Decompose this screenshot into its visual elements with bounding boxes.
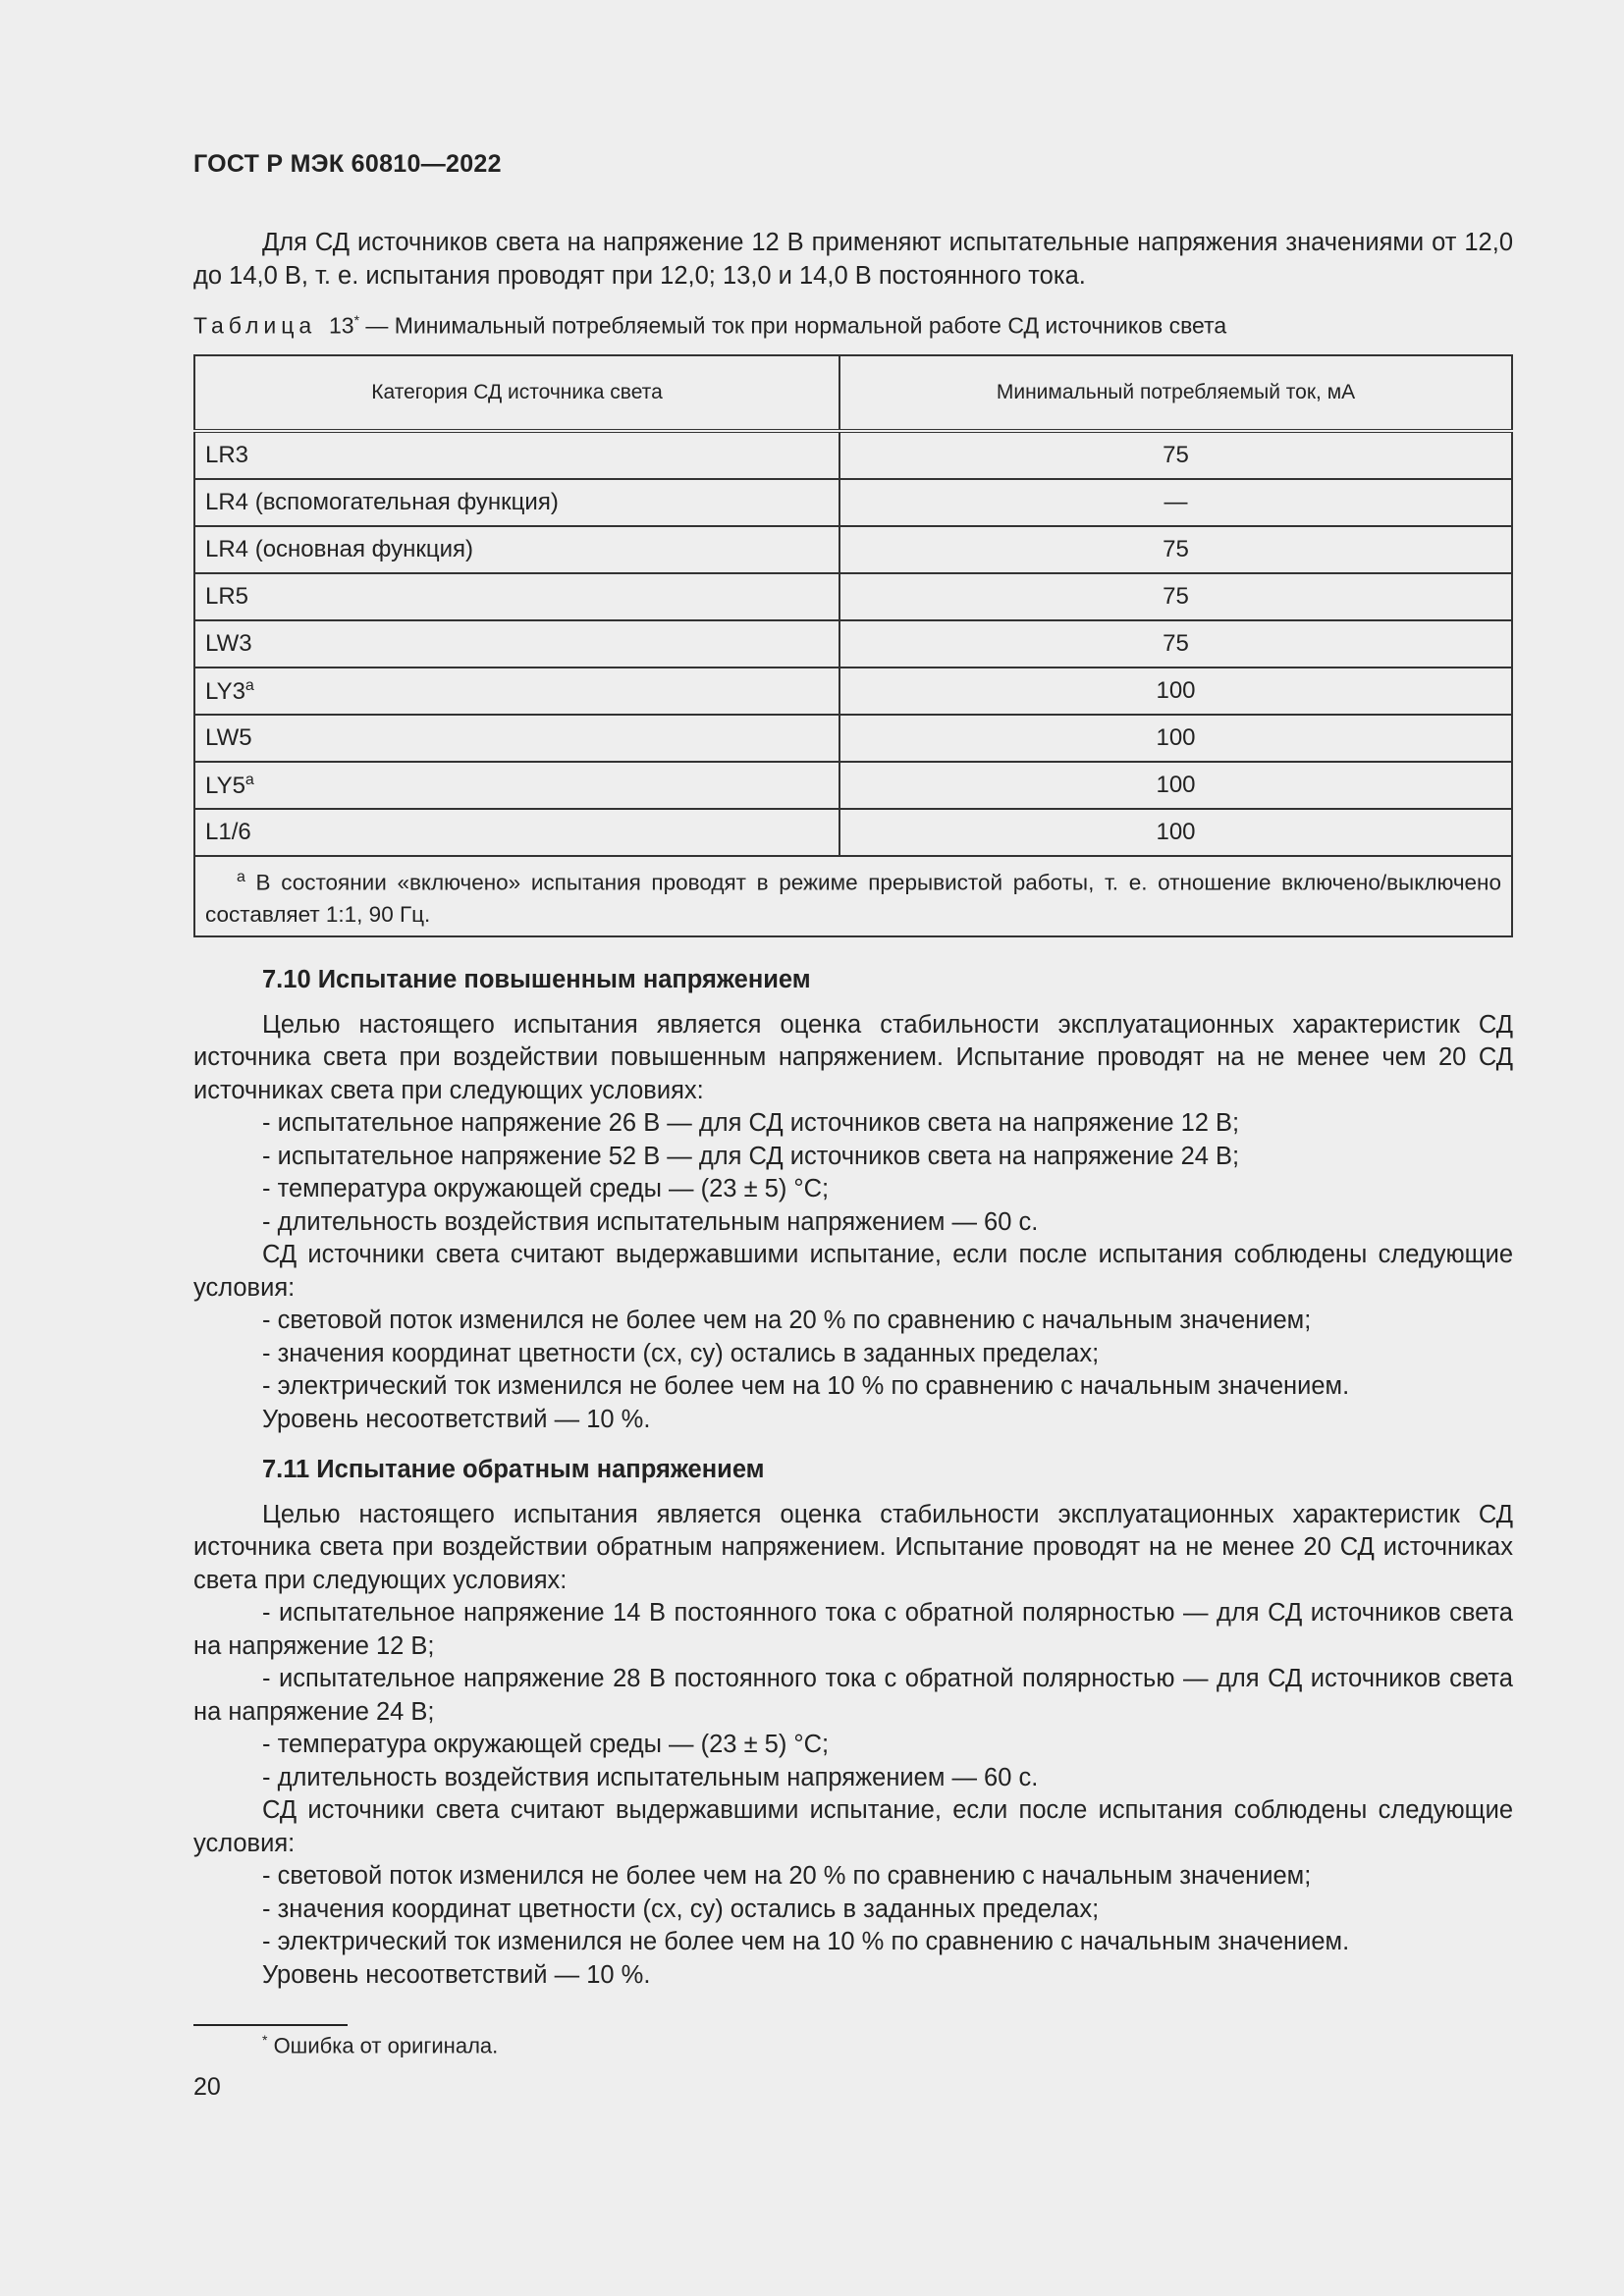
- category-text: LR4 (основная функция): [205, 536, 474, 562]
- table-row: [194, 715, 1512, 762]
- table-row: [194, 431, 1512, 479]
- table-row: [194, 667, 1512, 715]
- list-item: - испытательное напряжение 14 В постоянного тока с обратной полярностью — для СД источников света на напряжение 12 В;: [193, 1599, 1513, 1660]
- table-caption: [193, 312, 1226, 340]
- table-header-row: [194, 355, 1512, 431]
- category-superscript: a: [244, 676, 254, 694]
- current-table: [193, 354, 1513, 937]
- note-mark: a: [237, 869, 245, 886]
- caption-number: 13: [328, 312, 354, 339]
- intro-paragraph: [193, 226, 1513, 293]
- document-header: ГОСТ Р МЭК 60810—2022: [193, 150, 502, 178]
- section-title: 7.10 Испытание повышенным напряжением: [262, 966, 811, 993]
- current-value-cell: 75: [839, 431, 1512, 479]
- list-item: - испытательное напряжение 26 В — для СД источников света на напряжение 12 В;: [262, 1109, 1240, 1137]
- list-item: - электрический ток изменился не более чем на 10 % по сравнению с начальным значением.: [262, 1372, 1350, 1400]
- column-header-current: Минимальный потребляемый ток, мА: [839, 355, 1512, 431]
- category-cell: [194, 431, 839, 479]
- paragraph: Целью настоящего испытания является оценка стабильности эксплуатационных характеристик СД источника света при воздействии повышенным напряжением. Испытание проводят на не менее чем 20 СД источниках света при следующих условиях:: [193, 1010, 1513, 1104]
- footnote-mark: *: [262, 2032, 268, 2048]
- note-text: В состоянии «включено» испытания проводят в режиме прерывистой работы, т. е. отношение включено/выключено составляет 1:1, 90 Гц.: [205, 870, 1501, 927]
- category-cell: [194, 526, 839, 573]
- footnote: [262, 2032, 498, 2058]
- category-text: LR4 (вспомогательная функция): [205, 489, 559, 515]
- category-cell: [194, 715, 839, 762]
- table-body: [194, 431, 1512, 856]
- list-item: - длительность воздействия испытательным напряжением — 60 с.: [262, 1207, 1039, 1236]
- list-item: - значения координат цветности (cx, cy) остались в заданных пределах;: [262, 1339, 1100, 1367]
- category-cell: [194, 573, 839, 620]
- section-7-10: [193, 964, 1513, 1436]
- list-item: - температура окружающей среды — (23 ± 5) °С;: [262, 1175, 830, 1202]
- category-text: LW5: [205, 724, 252, 751]
- footnote-text: Ошибка от оригинала.: [267, 2033, 499, 2058]
- category-cell: [194, 479, 839, 526]
- category-cell: [194, 762, 839, 809]
- caption-word: Таблица: [193, 312, 317, 339]
- current-value-cell: 100: [839, 715, 1512, 762]
- paragraph: СД источники света считают выдержавшими испытание, если после испытания соблюдены следующие условия:: [193, 1241, 1513, 1302]
- table-row: [194, 526, 1512, 573]
- current-value-cell: 100: [839, 762, 1512, 809]
- section-title: 7.11 Испытание обратным напряжением: [262, 1456, 765, 1483]
- category-cell: [194, 667, 839, 715]
- footnote-separator: [193, 2024, 348, 2026]
- caption-text: — Минимальный потребляемый ток при нормальной работе СД источников света: [359, 312, 1227, 339]
- table-row: [194, 573, 1512, 620]
- caption-mark: *: [353, 312, 360, 328]
- table-row: [194, 479, 1512, 526]
- section-7-11: [193, 1454, 1513, 1992]
- page-number: 20: [193, 2073, 221, 2101]
- list-item: - световой поток изменился не более чем на 20 % по сравнению с начальным значением;: [262, 1862, 1312, 1890]
- table-row: [194, 762, 1512, 809]
- list-item: - испытательное напряжение 52 В — для СД источников света на напряжение 24 В;: [262, 1142, 1240, 1170]
- list-item: - значения координат цветности (cx, cy) остались в заданных пределах;: [262, 1895, 1100, 1923]
- column-header-category: Категория СД источника света: [194, 355, 839, 431]
- current-value-cell: —: [839, 479, 1512, 526]
- current-value-cell: 100: [839, 667, 1512, 715]
- paragraph: СД источники света считают выдержавшими испытание, если после испытания соблюдены следующие условия:: [193, 1796, 1513, 1857]
- category-text: LR3: [205, 442, 249, 468]
- list-item: - температура окружающей среды — (23 ± 5) °С;: [262, 1731, 830, 1758]
- list-item: - световой поток изменился не более чем на 20 % по сравнению с начальным значением;: [262, 1307, 1312, 1334]
- list-item: - электрический ток изменился не более чем на 10 % по сравнению с начальным значением.: [262, 1928, 1350, 1955]
- table-note-row: [194, 856, 1512, 936]
- current-value-cell: 75: [839, 526, 1512, 573]
- table-row: [194, 809, 1512, 856]
- list-item: - испытательное напряжение 28 В постоянного тока с обратной полярностью — для СД источников света на напряжение 24 В;: [193, 1665, 1513, 1726]
- category-text: LR5: [205, 583, 249, 610]
- paragraph: Целью настоящего испытания является оценка стабильности эксплуатационных характеристик СД источника света при воздействии обратным напряжением. Испытание проводят на не менее 20 СД источниках света при следующих условиях:: [193, 1500, 1513, 1594]
- category-text: LY5: [205, 772, 245, 799]
- category-text: LW3: [205, 630, 252, 657]
- current-value-cell: 75: [839, 620, 1512, 667]
- paragraph: Уровень несоответствий — 10 %.: [262, 1960, 651, 1989]
- category-cell: [194, 809, 839, 856]
- intro-text: Для СД источников света на напряжение 12 В применяют испытательные напряжения значениями от 12,0 до 14,0 В, т. е. испытания проводят при 12,0; 13,0 и 14,0 В постоянного тока.: [193, 229, 1513, 290]
- current-value-cell: 100: [839, 809, 1512, 856]
- current-value-cell: 75: [839, 573, 1512, 620]
- category-cell: [194, 620, 839, 667]
- list-item: - длительность воздействия испытательным напряжением — 60 с.: [262, 1763, 1039, 1791]
- table-note: [194, 856, 1512, 936]
- paragraph: Уровень несоответствий — 10 %.: [262, 1405, 651, 1433]
- category-superscript: a: [244, 771, 254, 788]
- category-text: LY3: [205, 677, 245, 705]
- table-row: [194, 620, 1512, 667]
- category-text: L1/6: [205, 819, 251, 845]
